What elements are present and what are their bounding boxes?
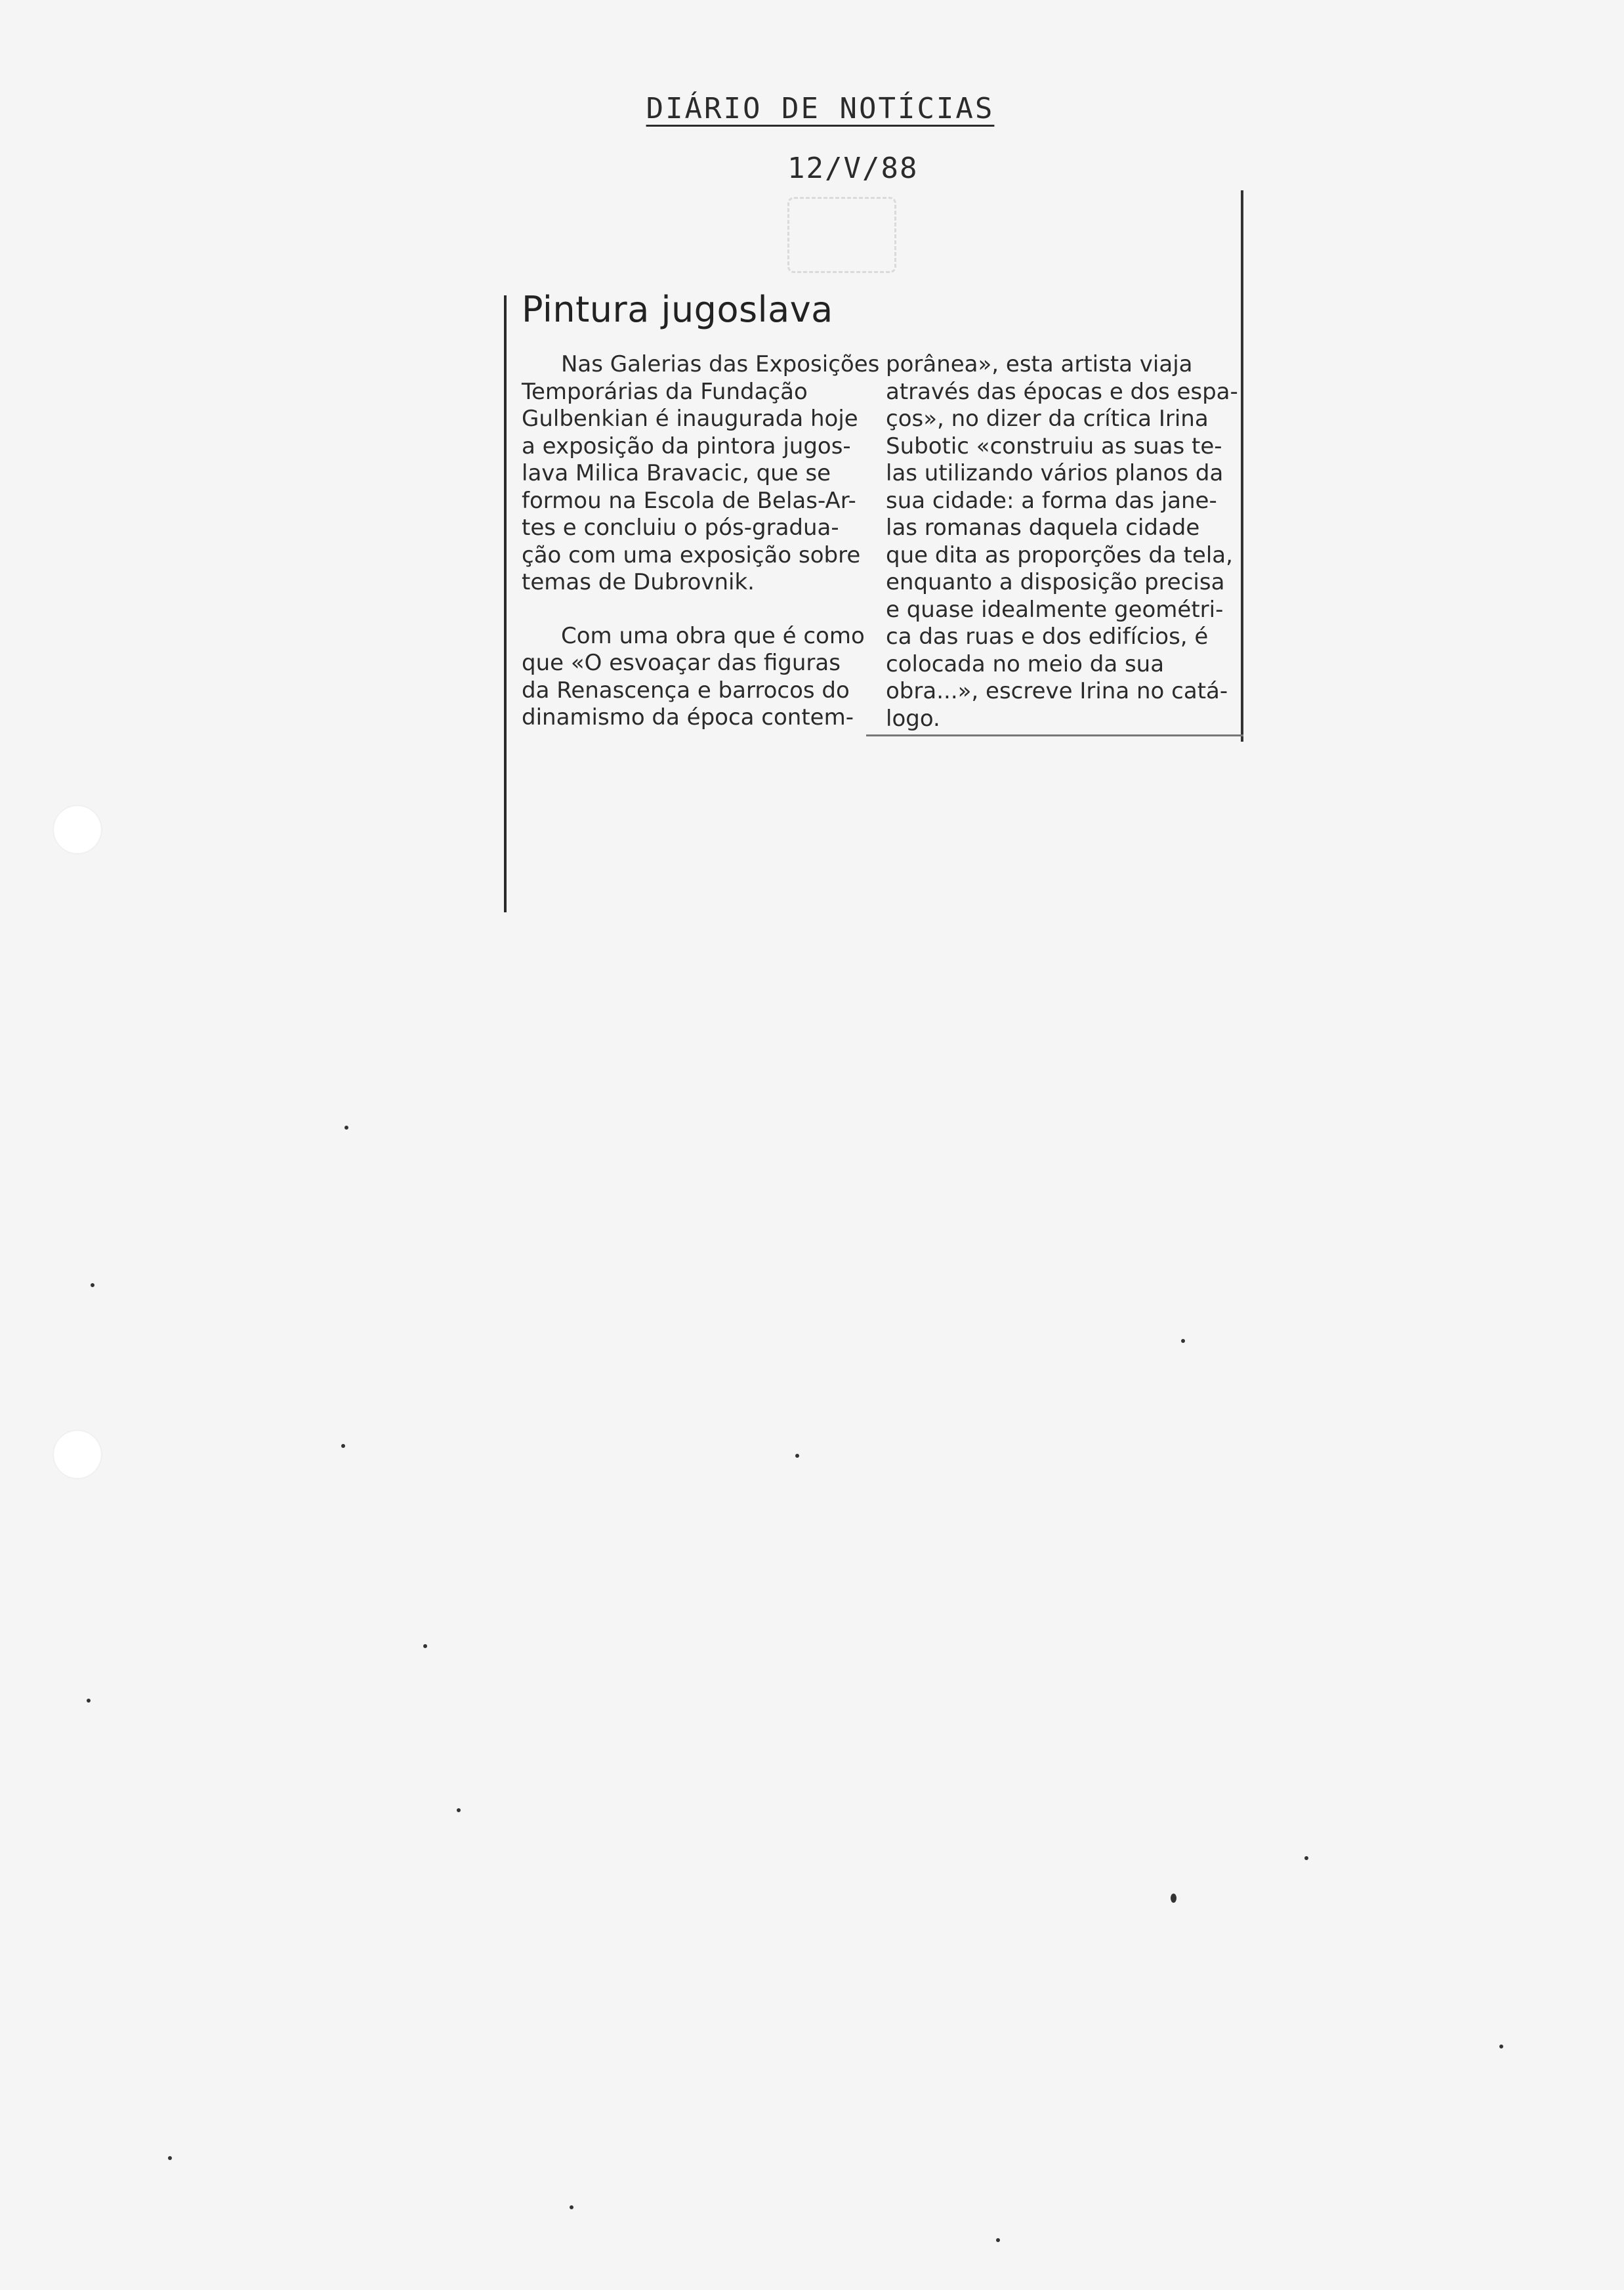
paragraph-2 bbox=[522, 623, 869, 732]
text-line: da Renascença e barrocos do bbox=[522, 677, 850, 704]
text-line: Subotic «construiu as suas te- bbox=[886, 433, 1222, 459]
text-line: lava Milica Bravacic, que se bbox=[522, 460, 831, 486]
clipping-edge-right bbox=[1241, 190, 1243, 742]
text-line: e quase idealmente geométri- bbox=[886, 596, 1224, 623]
paper-speck bbox=[570, 2205, 573, 2209]
paragraph-3 bbox=[886, 351, 1238, 732]
text-line: Nas Galerias das Exposições bbox=[561, 351, 880, 377]
paper-speck bbox=[341, 1444, 345, 1448]
punch-hole-top bbox=[54, 806, 101, 853]
paper-speck bbox=[423, 1644, 427, 1648]
text-line: temas de Dubrovnik. bbox=[522, 569, 755, 595]
text-line: tes e concluiu o pós-gradua- bbox=[522, 515, 839, 541]
text-line: logo. bbox=[886, 705, 940, 732]
headline-rule bbox=[504, 295, 507, 912]
clipping-edge-bottom bbox=[866, 734, 1243, 736]
paper-speck bbox=[1499, 2045, 1503, 2048]
text-line: Gulbenkian é inaugurada hoje bbox=[522, 406, 858, 432]
text-line: através das épocas e dos espa- bbox=[886, 378, 1238, 405]
text-line: las utilizando vários planos da bbox=[886, 460, 1224, 486]
article-column-right bbox=[886, 351, 1238, 732]
text-line: enquanto a disposição precisa bbox=[886, 569, 1225, 595]
text-line: formou na Escola de Belas-Ar- bbox=[522, 487, 856, 514]
paper-speck bbox=[996, 2238, 1000, 2242]
typed-header bbox=[617, 92, 1024, 185]
paper-speck bbox=[168, 2156, 172, 2160]
newspaper-name: DIÁRIO DE NOTÍCIAS bbox=[646, 92, 995, 125]
text-line: ços», no dizer da crítica Irina bbox=[886, 406, 1209, 432]
clipping-date: 12/V/88 bbox=[787, 152, 919, 185]
article-column-left bbox=[522, 351, 880, 732]
text-line: ção com uma exposição sobre bbox=[522, 541, 861, 568]
paragraph-1 bbox=[522, 351, 880, 597]
text-line: ca das ruas e dos edifícios, é bbox=[886, 624, 1209, 650]
article-headline: Pintura jugoslava bbox=[522, 289, 833, 330]
text-line: que dita as proporções da tela, bbox=[886, 541, 1233, 568]
text-line: Com uma obra que é como bbox=[561, 622, 865, 649]
text-line: colocada no meio da sua bbox=[886, 650, 1165, 677]
paper-speck bbox=[795, 1454, 799, 1458]
paper-speck bbox=[91, 1283, 94, 1287]
text-line: Temporárias da Fundação bbox=[522, 378, 808, 405]
text-line: obra...», escreve Irina no catá- bbox=[886, 678, 1228, 704]
faded-stamp bbox=[787, 197, 896, 273]
paper-speck bbox=[1171, 1894, 1176, 1903]
paper-speck bbox=[1181, 1339, 1185, 1343]
paper-speck bbox=[344, 1126, 348, 1130]
paper-speck bbox=[457, 1808, 461, 1812]
text-line: a exposição da pintora jugos- bbox=[522, 433, 851, 459]
text-line: dinamismo da época contem- bbox=[522, 704, 854, 731]
newspaper-clipping bbox=[499, 190, 1243, 748]
text-line: las romanas daquela cidade bbox=[886, 515, 1200, 541]
text-line: sua cidade: a forma das jane- bbox=[886, 487, 1217, 514]
punch-hole-bottom bbox=[54, 1431, 101, 1478]
text-line: porânea», esta artista viaja bbox=[886, 351, 1193, 377]
text-line: que «O esvoaçar das figuras bbox=[522, 650, 841, 676]
paper-speck bbox=[87, 1699, 91, 1703]
paper-speck bbox=[1304, 1856, 1308, 1860]
